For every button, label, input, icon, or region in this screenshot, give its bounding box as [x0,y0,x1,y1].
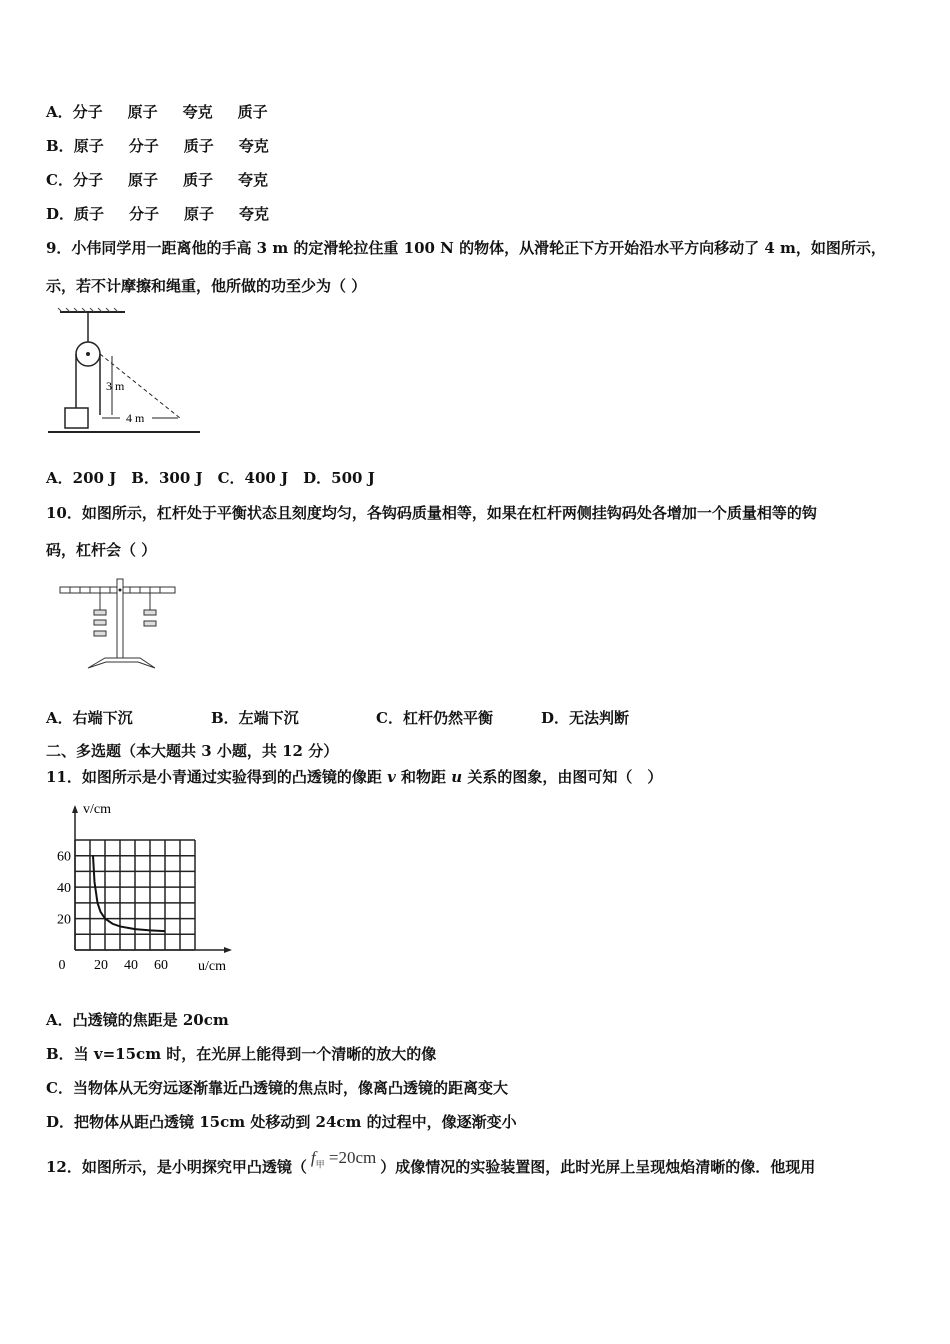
q8-option-a[interactable] [46,102,293,122]
q11-text-b: 和物距 [395,768,452,786]
y-tick-label: 20 [57,912,71,928]
var-u: u [451,768,463,786]
option-item: 夸克 [237,171,268,189]
focal-length-formula [307,1148,380,1170]
q9-text-line2: 示，若不计摩擦和绳重，他所做的功至少为（ ） [46,277,367,295]
q8-option-c[interactable] [46,170,293,190]
option-item: 原子 [73,137,104,155]
q12-text-a: 12．如图所示，是小明探究甲凸透镜（ [46,1158,307,1176]
option-b[interactable]: B．左端下沉 [211,709,299,727]
option-item: 夸克 [239,205,270,223]
y-tick-label: 40 [57,881,71,897]
option-item: 原子 [127,103,158,121]
focal-value: =20cm [324,1148,377,1167]
height-label: 3 m [106,379,125,393]
q8-option-b[interactable] [46,136,294,156]
option-c[interactable]: C．杠杆仍然平衡 [376,709,493,727]
q11-text-c: 关系的图象，由图可知（ ） [462,768,663,786]
option-item: 分子 [129,205,160,223]
q9-text-line1: 9．小伟同学用一距离他的手高 3 m 的定滑轮拉住重 100 N 的物体，从滑轮正下方开始沿水平方向移动了 4 m，如图所示， [46,239,886,257]
curve [93,856,165,931]
uv-graph [40,795,250,980]
q12-text [46,1148,816,1183]
option-key: D． [46,205,75,223]
origin-label: 0 [58,958,66,973]
q11-text [46,767,662,787]
option-item: 质子 [237,103,268,121]
q11-option-a[interactable]: A．凸透镜的焦距是 20cm [46,1011,229,1029]
option-item: 原子 [127,171,158,189]
x-tick-label: 60 [154,958,168,973]
x-axis-arrow [224,947,232,953]
option-item: 夸克 [182,103,213,121]
option-item: 质子 [182,171,213,189]
section-heading: 二、多选题（本大题共 3 小题，共 12 分） [46,742,339,760]
q11-option-c[interactable]: C．当物体从无穷远逐渐靠近凸透镜的焦点时，像离凸透镜的距离变大 [46,1079,508,1097]
option-item: 分子 [72,171,103,189]
option-item: 原子 [184,205,215,223]
q9-answers: A．200 J B．300 J C．400 J D．500 J [46,469,375,487]
x-tick-label: 40 [124,958,138,973]
q11-option-d[interactable]: D．把物体从距凸透镜 15cm 处移动到 24cm 的过程中，像逐渐变小 [46,1113,517,1131]
option-item: 夸克 [238,137,269,155]
distance-label: 4 m [126,411,145,425]
option-item: 质子 [183,137,214,155]
option-key: A． [46,103,73,121]
lever-figure [40,570,180,680]
var-f: f [310,1148,316,1167]
y-axis-arrow [72,805,78,813]
sub-jia: 甲 [315,1159,325,1170]
x-axis-label: u/cm [198,959,226,974]
option-a[interactable]: A．右端下沉 [46,709,133,727]
q11-text-a: 11．如图所示是小青通过实验得到的凸透镜的像距 [46,768,388,786]
q12-text-b: ）成像情况的实验装置图，此时光屏上呈现烛焰清晰的像．他现用 [380,1158,816,1176]
option-key: B． [46,137,74,155]
q11-option-b[interactable]: B．当 v=15cm 时，在光屏上能得到一个清晰的放大的像 [46,1045,437,1063]
y-tick-label: 60 [57,849,71,865]
q10-options [46,708,651,728]
var-v: v [387,768,396,786]
option-key: C． [46,171,73,189]
option-item: 分子 [128,137,159,155]
x-tick-label: 20 [94,958,108,973]
option-d[interactable]: D．无法判断 [541,709,630,727]
q10-text-line1: 10．如图所示，杠杆处于平衡状态且刻度均匀，各钩码质量相等，如果在杠杆两侧挂钩码处各增加一个质量相等的钩 [46,504,817,522]
y-axis-label: v/cm [83,802,111,817]
option-item: 分子 [72,103,103,121]
pulley-figure [40,300,220,440]
q8-option-d[interactable] [46,204,294,224]
q10-text-line2: 码，杠杆会（ ） [46,541,157,559]
option-item: 质子 [74,205,105,223]
